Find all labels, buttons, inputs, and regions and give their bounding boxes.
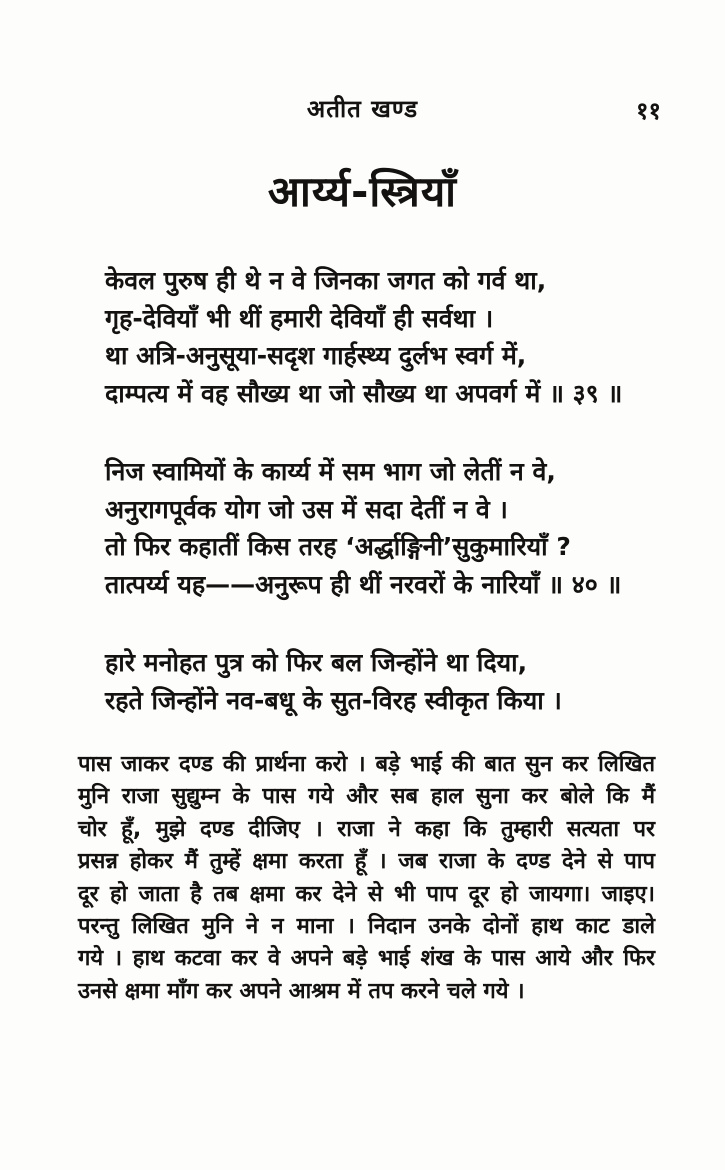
prose-line: प्रसन्न होकर मैं तुम्हें क्षमा करता हूँ । जब राजा के दण्ड देने से पाप bbox=[78, 849, 655, 875]
verse-stanza-39 bbox=[105, 262, 670, 412]
prose-line: चोर हूँ, मुझे दण्ड दीजिए । राजा ने कहा कि तुम्हारी सत्यता पर bbox=[78, 816, 655, 842]
verse-stanza-40 bbox=[105, 453, 670, 603]
prose-line: पास जाकर दण्ड की प्रार्थना करो । बड़े भाई की बात सुन कर लिखित bbox=[78, 752, 655, 777]
chapter-title: आर्य्य-स्त्रियाँ bbox=[267, 167, 458, 216]
verse-line: हारे मनोहत पुत्र को फिर बल जिन्होंने था दिया, bbox=[105, 648, 528, 677]
prose-line: मुनि राजा सुद्युम्न के पास गये और सब हाल सुना कर बोले कि मैं bbox=[78, 784, 655, 810]
prose-line: परन्तु लिखित मुनि ने न माना । निदान उनके दोनों हाथ काट डाले bbox=[78, 914, 655, 940]
section-header: अतीत खण्ड bbox=[306, 95, 419, 123]
verse-line: था अत्रि-अनुसूया-सदृश गार्हस्थ्य दुर्लभ स्वर्ग में, bbox=[105, 341, 527, 371]
prose-paragraph bbox=[78, 749, 655, 1008]
prose-line: उनसे क्षमा माँग कर अपने आश्रम में तप करने चले गये । bbox=[78, 978, 525, 1004]
verse-line: निज स्वामियों के कार्य्य में सम भाग जो लेतीं न वे, bbox=[105, 457, 556, 486]
verse-line: दाम्पत्य में वह सौख्य था जो सौख्य था अपवर्ग में ॥ ३९ ॥ bbox=[105, 378, 623, 408]
verse-line: रहते जिन्होंने नव-बधू के सुत-विरह स्वीकृत किया । bbox=[105, 685, 562, 715]
page-number: ११ bbox=[636, 97, 661, 125]
verse-stanza-continued bbox=[105, 644, 670, 719]
verse-line: केवल पुरुष ही थे न वे जिनका जगत को गर्व था, bbox=[105, 266, 547, 295]
verse-line: गृह-देवियाँ भी थीं हमारी देवियाँ ही सर्वथा । bbox=[105, 303, 494, 333]
verse-line: अनुरागपूर्वक योग जो उस में सदा देतीं न वे । bbox=[105, 494, 508, 524]
verse-line: तात्पर्य्य यह——अनुरूप ही थीं नरवरों के नारियाँ ॥ ४० ॥ bbox=[105, 569, 622, 599]
prose-line: गये । हाथ कटवा कर वे अपने बड़े भाई शंख के पास आये और फिर bbox=[78, 946, 655, 972]
prose-line: दूर हो जाता है तब क्षमा कर देने से भी पाप दूर हो जायगा। जाइए। bbox=[78, 881, 655, 907]
verse-line: तो फिर कहातीं किस तरह ‘अर्द्धाङ्गिनी’सुकुमारियाँ ? bbox=[105, 532, 571, 562]
